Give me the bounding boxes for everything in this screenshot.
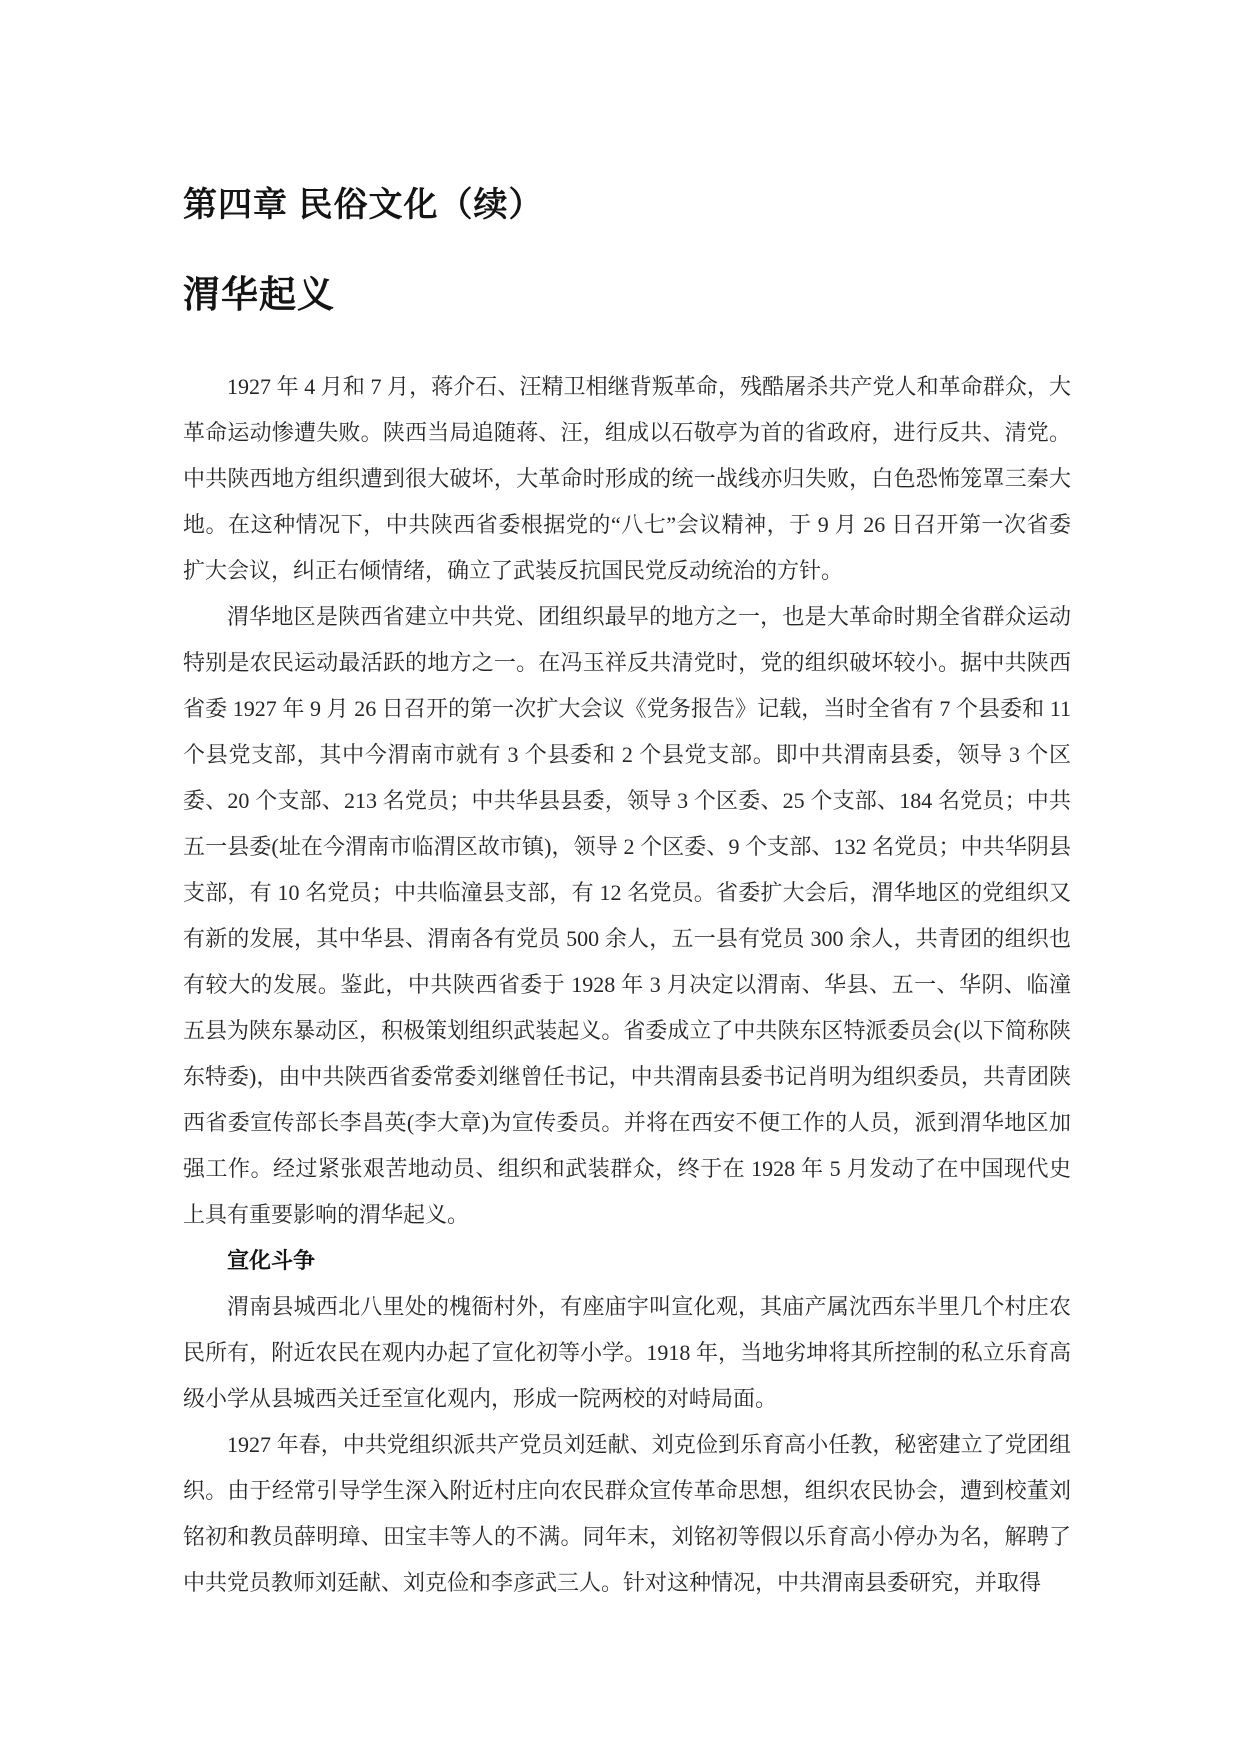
body-text — [183, 364, 1071, 1606]
subsection-heading: 宣化斗争 — [227, 1248, 316, 1273]
chapter-title: 第四章 民俗文化（续） — [183, 186, 544, 224]
paragraph-intro-2: 渭华地区是陕西省建立中共党、团组织最早的地方之一，也是大革命时期全省群众运动特别是农民运动最活跃的地方之一。在冯玉祥反共清党时，党的组织破坏较小。据中共陕西省委 1927 年 9 月 26 日召开的第一次扩大会议《党务报告》记载，当时全省有 7 个县委和 11 个县党支部，其中今渭南市就有 3 个县委和 2 个县党支部。即中共渭南县委，领导 3 个区委、20 个支部、213 名党员；中共华县县委，领导 3 个区委、25 个支部、184 名党员；中共五一县委(址在今渭南市临渭区故市镇)，领导 2 个区委、9 个支部、132 名党员；中共华阴县支部，有 10 名党员；中共临潼县支部，有 12 名党员。省委扩大会后，渭华地区的党组织又有新的发展，其中华县、渭南各有党员 500 余人，五一县有党员 300 余人，共青团的组织也有较大的发展。鉴此，中共陕西省委于 1928 年 3 月决定以渭南、华县、五一、华阴、临潼五县为陕东暴动区，积极策划组织武装起义。省委成立了中共陕东区特派委员会(以下简称陕东特委)，由中共陕西省委常委刘继曾任书记，中共渭南县委书记肖明为组织委员，共青团陕西省委宣传部长李昌英(李大章)为宣传委员。并将在西安不便工作的人员，派到渭华地区加强工作。经过紧张艰苦地动员、组织和武装群众，终于在 1928 年 5 月发动了在中国现代史上具有重要影响的渭华起义。 — [183, 604, 1071, 1227]
page-content — [183, 0, 1071, 1606]
paragraph-intro-1: 1927 年 4 月和 7 月，蒋介石、汪精卫相继背叛革命，残酷屠杀共产党人和革命群众，大革命运动惨遭失败。陕西当局追随蒋、汪，组成以石敬亭为首的省政府，进行反共、清党。中共陕西地方组织遭到很大破坏，大革命时形成的统一战线亦归失败，白色恐怖笼罩三秦大地。在这种情况下，中共陕西省委根据党的“八七”会议精神，于 9 月 26 日召开第一次省委扩大会议，纠正右倾情绪，确立了武装反抗国民党反动统治的方针。 — [183, 374, 1071, 583]
paragraph-xuanhua-2: 1927 年春，中共党组织派共产党员刘廷献、刘克俭到乐育高小任教，秘密建立了党团组织。由于经常引导学生深入附近村庄向农民群众宣传革命思想，组织农民协会，遭到校董刘铭初和教员薛明璋、田宝丰等人的不满。同年末，刘铭初等假以乐育高小停办为名，解聘了中共党员教师刘廷献、刘克俭和李彦武三人。针对这种情况，中共渭南县委研究，并取得 — [183, 1432, 1071, 1595]
section-title: 渭华起义 — [183, 274, 335, 315]
paragraph-xuanhua-1: 渭南县城西北八里处的槐衙村外，有座庙宇叫宣化观，其庙产属沈西东半里几个村庄农民所有，附近农民在观内办起了宣化初等小学。1918 年，当地劣坤将其所控制的私立乐育高级小学从县城西关迁至宣化观内，形成一院两校的对峙局面。 — [183, 1294, 1071, 1411]
